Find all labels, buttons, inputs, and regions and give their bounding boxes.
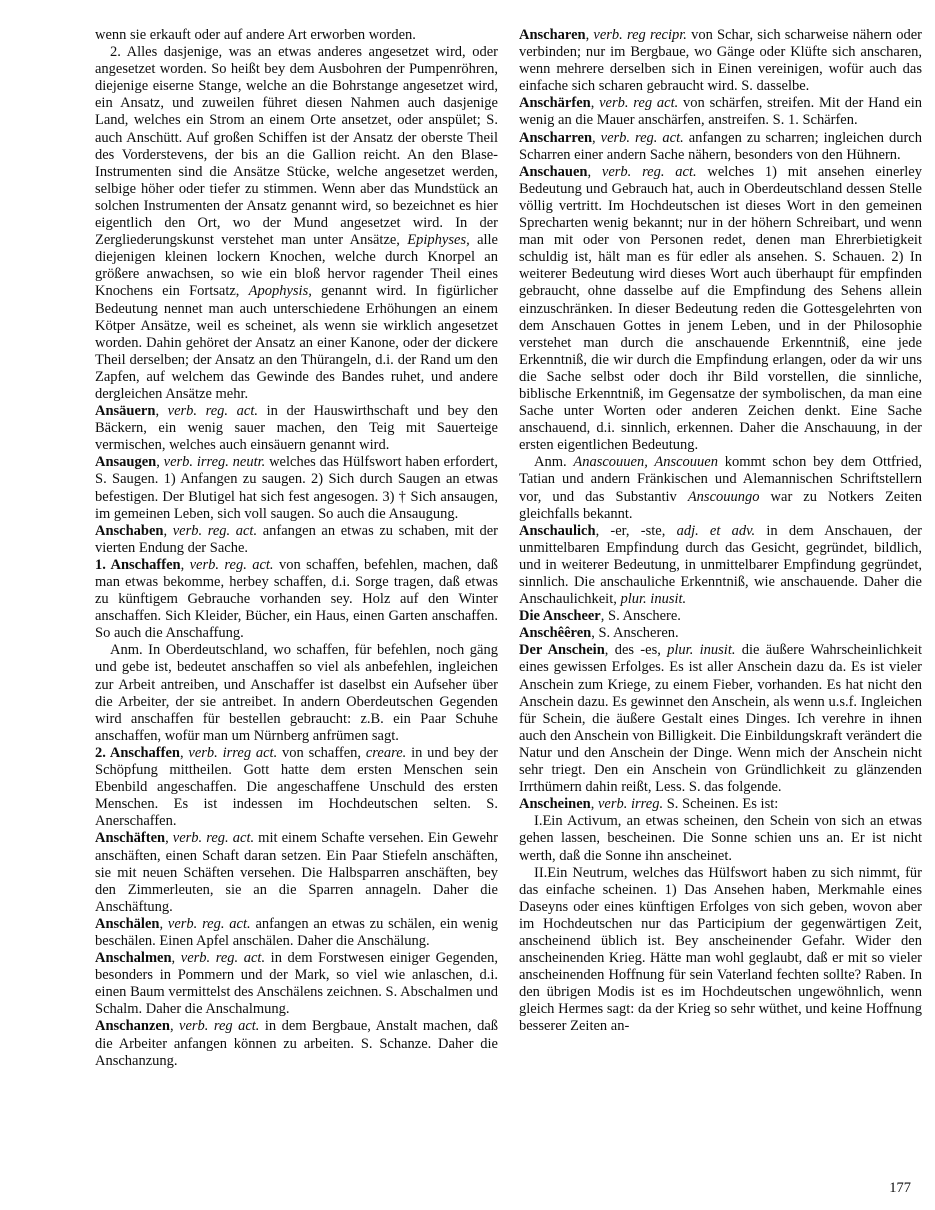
dictionary-entry xyxy=(95,454,498,522)
grammar-label: verb. reg act. xyxy=(179,1018,260,1035)
dictionary-entry xyxy=(519,95,922,129)
body-text: , S. Anschere. xyxy=(600,608,681,625)
grammar-label: verb. reg. act. xyxy=(180,950,266,967)
body-text: von schaffen, befehlen, machen, daß man etwas bekomme, herbey schaffen, d.i. Sorge tragen, daß etwas zu künftigem Gebrauche vorhanden sey. Holz auf den Winter anschaffen. Sich Kleider, Bücher, ein Haus, einen Garten anschaffen. So auch die Anschaffung. xyxy=(95,556,498,642)
dictionary-entry xyxy=(519,27,922,95)
body-text: in dem Forstwesen einiger Gegenden, besonders in Pommern und der Mark, so viel wie anlaschen, d.i. einen Baum vermittelst des Anschälens zeichnen. S. Abschalmen und Schalm. Daher die Anschalmung. xyxy=(95,950,498,1018)
entry-headword: Anschäften xyxy=(95,830,166,847)
body-text: , S. Anscheren. xyxy=(591,625,679,642)
dictionary-entry xyxy=(95,523,498,557)
body-text: , xyxy=(169,1018,180,1035)
dictionary-entry xyxy=(519,523,922,608)
body-text: genannt wird. In figürlicher Bedeutung nennet man auch unterschiedene Erhöhungen an einem Kötper Ansätze, weil es scheinet, als wenn sie wirklich angesetzet worden. Dahin gehöret der Ansatz an einer Kanone, oder der dickere Theil derselben; der Ansatz an den Thürangeln, d.i. der Rand um den Zapfen, auf welchem das Gewinde des Bandes ruhet, und andere dergleichen Ansätze mehr. xyxy=(95,283,498,402)
dictionary-entry xyxy=(95,1018,498,1069)
body-text: war zu Notkers Zeiten gleichfalls bekannt. xyxy=(519,488,922,522)
column-right xyxy=(519,27,922,1070)
body-text: , xyxy=(159,915,168,932)
paragraph xyxy=(95,642,498,745)
body-text: , xyxy=(155,403,168,420)
grammar-label: verb. reg. act. xyxy=(189,556,274,573)
entry-headword: Die Anscheer xyxy=(519,608,601,625)
entry-headword: Anscheinen xyxy=(519,796,591,813)
paragraph xyxy=(519,813,922,864)
body-text: von schaffen, xyxy=(277,744,366,761)
body-text: , xyxy=(171,950,181,967)
grammar-label: Epiphyses, xyxy=(407,232,470,249)
body-text: , xyxy=(163,522,173,539)
grammar-label: verb. reg. act. xyxy=(167,915,251,932)
entry-headword: 1. Anschaffen xyxy=(95,556,181,573)
body-text: , xyxy=(179,744,189,761)
entry-headword: Anscharen xyxy=(519,27,586,43)
paragraph xyxy=(519,454,922,522)
body-text: in dem Anschauen, der unmittelbaren Empfindung durch das Gesicht, gegründet, bildlich, und in weiterer Bedeutung, in unmittelbarer Empfindung gegründet, sinnlich. Die anschauliche Erkenntniß, wie anschauende. Daher die Anschaulichkeit, xyxy=(519,522,922,608)
paragraph xyxy=(519,865,922,1036)
dictionary-entry xyxy=(95,745,498,830)
grammar-label: verb. irreg. neutr. xyxy=(163,454,266,471)
grammar-label: adj. et adv. xyxy=(676,522,756,539)
body-text: 2. Alles dasjenige, was an etwas anderes angesetzet wird, oder angesetzet worden. So heißt bey dem Ausbohren der Pumpenröhren, diejenige eiserne Stange, welche an die Bohrstange angesetzet wird, ein Ansatz, und zuweilen führet diesen Nahmen auch dasjenige Land, welches ein Strom an einem Orte ansetzet, oder anspület; S. auch Anschütt. Auf großen Schiffen ist der Ansatz der oberste Theil des Vorderstevens, der bis an die Gallion reicht. An den Blase-Instrumenten sind die Ansätze Stücke, welche angesetzet werden, selbige höher oder tiefer zu stimmen. Wenn aber das Mundstück an solchen Instrumenten der Ansatz genannt wird, so bezeichnet es hier eigentlich den Ort, wo der Mund angesetzet wird. In der Zergliederungskunst verstehet man unter Ansätze, xyxy=(95,44,498,249)
grammar-label: verb. reg. act. xyxy=(600,129,684,146)
grammar-label: plur. inusit. xyxy=(667,642,736,659)
grammar-label: verb. reg. act. xyxy=(172,522,258,539)
body-text: wenn sie erkauft oder auf andere Art erworben worden. xyxy=(95,27,416,43)
text-columns xyxy=(95,27,922,1070)
grammar-label: verb. reg. act. xyxy=(172,830,255,847)
grammar-label: verb. irreg. xyxy=(597,796,664,813)
grammar-label: verb. reg. act. xyxy=(601,163,697,180)
body-text: II.Ein Neutrum, welches das Hülfswort haben zu sich nimmt, für das einfache scheinen. 1) Das Ansehen haben, Merkmahle eines Daseyns oder eines künftigen Erfolges von sich geben, wovon aber im Hochdeutschen nur das Participium der gegenwärtigen Zeit, anscheinend üblich ist. Bey anscheinender Gefahr. Wider den anscheinenden Krieg. Hätte man wohl geglaubt, daß er mit so vieler anscheinenden Hoffnung für sein Vaterland fechten sollte? Raben. In den übrigen Modis ist es im Hochdeutschen ungewöhnlich, wenn gleich Hermes sagt: da der Krieg so sehr wüthet, und keine Hoffnung besserer Zeiten an- xyxy=(519,864,922,1035)
dictionary-entry xyxy=(519,164,922,455)
body-text: S. Scheinen. Es ist: xyxy=(663,796,779,813)
body-text: , xyxy=(156,454,164,471)
grammar-label: verb. reg recipr. xyxy=(593,27,687,43)
body-text: mit einem Schafte versehen. Ein Gewehr anschäften, einen Schaft daran setzen. Ein Paar Stiefeln anschäften, sie mit neuen Schäften versehen. Die Halbsparren anschäften, bey den Zimmerleuten, sie an die Sparren annageln. Daher die Anschäftung. xyxy=(95,830,498,915)
dictionary-entry xyxy=(95,950,498,1018)
dictionary-entry xyxy=(95,403,498,454)
body-text: in und bey der Schöpfung mittheilen. Gott hatte dem ersten Menschen sein Ebenbild angeschaffen. Die angeschaffene Unschuld des ersten Menschen. Es ist indessen im Hochdeutschen selten. S. Anerschaffen. xyxy=(95,744,498,830)
body-text: von Schar, sich scharweise nähern oder verbinden; nur im Bergbaue, wo Gänge oder Klüfte sich anscharen, wenn mehrere derselben sich in Einen vereinigen, wofür auch das einfache sich scharen gebraucht wird. S. dasselbe. xyxy=(519,27,922,95)
body-text: anfangen an etwas zu schaben, mit der vierten Endung der Sache. xyxy=(95,522,499,556)
entry-headword: Anschêêren xyxy=(519,625,592,642)
body-text: Anm. In Oberdeutschland, wo schaffen, für befehlen, noch gäng und gebe ist, bedeutet anschaffen so viel als anbefehlen, ingleichen zur Arbeit antreiben, und Anschaffer ist daselbst ein Aufseher über die Arbeiter, der sie antreibet. In andern Oberdeutschen Gegenden wird anschaffen für bestellen gebraucht: z.B. ein Paar Schuhe anschaffen, wofür man um Nürnberg anfrümen sagt. xyxy=(95,642,498,744)
body-text: , xyxy=(585,27,594,43)
body-text: , xyxy=(590,796,598,813)
paragraph xyxy=(95,27,498,44)
entry-headword: Anschalmen xyxy=(95,950,172,967)
grammar-label: Anascouuen, Anscouuen xyxy=(573,454,718,471)
entry-headword: Anschälen xyxy=(95,915,160,932)
dictionary-entry xyxy=(95,557,498,642)
entry-headword: Anschärfen xyxy=(519,95,591,112)
entry-headword: Anschanzen xyxy=(95,1018,170,1035)
body-text: anfangen zu scharren; ingleichen durch Scharren einer andern Sache nähern, besonders von den Hühnern. xyxy=(519,129,922,163)
entry-headword: Ansäuern xyxy=(95,403,156,420)
body-text: anfangen an etwas zu schälen, ein wenig beschälen. Einen Apfel anschälen. Daher die Anschälung. xyxy=(95,915,498,949)
dictionary-entry xyxy=(95,830,498,915)
grammar-label: creare. xyxy=(365,744,407,761)
entry-headword: Anschaben xyxy=(95,522,164,539)
body-text: , xyxy=(165,830,173,847)
body-text: die äußere Wahrscheinlichkeit eines gewissen Erfolges. Es ist aller Anschein dazu da. Es ist vieler Anschein zum Kriege, zu einem Fieber, vorhanden. Es hat nicht den Anschein dazu. Es gewinnet den Anschein, als wenn u.s.f. Ingleichen für Schein, die äußere Gestalt eines Dinges. Ich verehre in ihnen auch den Anschein von Billigkeit. Die Einbildungskraft verändert die Natur und den Anschein der Dinge. Wenn mich der Anschein nicht sehr triegt. Den ein Anschein von Gründlichkeit zu glänzenden Irrthümern dahin reißt, Less. S. das folgende. xyxy=(519,642,923,796)
dictionary-entry xyxy=(519,625,922,642)
grammar-label: verb. irreg act. xyxy=(188,744,278,761)
entry-headword: Anschaulich xyxy=(519,522,596,539)
dictionary-entry xyxy=(519,642,922,796)
body-text: welches das Hülfswort haben erfordert, S. Saugen. 1) Anfangen zu saugen. 2) Sich durch Saugen an etwas befestigen. Der Blutigel hat sich fest angesogen. 3) † Sich ansaugen, im gemeinen Leben, sich voll saugen. So auch die Ansaugung. xyxy=(95,454,498,522)
paragraph xyxy=(95,44,498,403)
entry-headword: Anschauen xyxy=(519,163,588,180)
grammar-label: plur. inusit. xyxy=(620,591,687,608)
entry-headword: 2. Anschaffen xyxy=(95,744,180,761)
entry-headword: Ansaugen xyxy=(95,454,157,471)
body-text: alle diejenigen kleinen lockern Knochen, welche durch Knorpel an größere anwachsen, so wie ein bloß hervor ragender Theil eines Knochens ein Fortsatz, xyxy=(95,232,498,300)
grammar-label: Apophysis, xyxy=(248,283,312,300)
body-text: I.Ein Activum, an etwas scheinen, den Schein von sich an etwas gehen lassen, bescheinen. Die Sonne schien uns an. Er ist nicht werth, daß die Sonne ihn anscheinet. xyxy=(519,813,922,864)
body-text: von schärfen, streifen. Mit der Hand ein wenig an die Mauer anschärfen, anstreifen. S. 1. Schärfen. xyxy=(519,95,922,129)
body-text: , des -es, xyxy=(604,642,668,659)
body-text: , xyxy=(587,163,602,180)
body-text: in dem Bergbaue, Anstalt machen, daß die Arbeiter anfangen können zu arbeiten. S. Schanze. Daher die Anschanzung. xyxy=(95,1018,498,1069)
grammar-label: verb. reg. act. xyxy=(167,403,258,420)
dictionary-entry xyxy=(519,130,922,164)
body-text: welches 1) mit ansehen einerley Bedeutung und Gebrauch hat, auch in Oberdeutschland dessen Stelle völlig vertritt. Im Hochdeutschen ist dieses Wort in den gemeinen Sprecharten wenig bekannt; nur in der höhern Schreibart, und wenn man mit oder von Personen redet, denen man Ehrerbietigkeit schuldig ist, hält man es für edler als ansehen. S. Schauen. 2) In weiterer Bedeutung wird dieses Wort auch überhaupt für empfinden gebraucht, ohne dasselbe auf die Empfindung des Sehens allein einzuschränken. In dieser Bedeutung reden die Gottesgelehrten von dem Anschauen Gottes in jenem Leben, und in der Philosophie verstehet man durch die anschauende Erkenntniß, eine jede Erkenntniß, die wir durch die Empfindung erlangen, oder da wir uns die Sache selbst oder doch ihr Bild vorstellen, die sinnliche, biblische Erkenntniß, im Gegensatze der symbolischen, da man eine Sache unter Worten oder anderen Zeichen denkt. Eine Sache anschauend, d.i. sinnlich, erkennen. Daher die Anschauung, in der ersten eigentlichen Bedeutung. xyxy=(519,163,922,454)
body-text: in der Hauswirthschaft und bey den Bäckern, ein wenig sauer machen, den Teig mit Sauerteige vermischen, welches auch einsäuern genannt wird. xyxy=(95,403,498,454)
dictionary-entry xyxy=(519,796,922,813)
entry-headword: Anscharren xyxy=(519,129,593,146)
body-text: , xyxy=(592,129,601,146)
dictionary-entry xyxy=(95,916,498,950)
body-text: , xyxy=(180,556,190,573)
body-text: kommt schon bey dem Ottfried, Tatian und andern Fränkischen und Alemannischen Schriftstellern vor, und das Substantiv xyxy=(519,454,923,505)
body-text: , xyxy=(590,95,600,112)
entry-headword: Der Anschein xyxy=(519,642,605,659)
dictionary-entry xyxy=(519,608,922,625)
grammar-label: verb. reg act. xyxy=(599,95,679,112)
body-text: , -er, -ste, xyxy=(595,522,677,539)
page-number: 177 xyxy=(889,1180,911,1196)
column-left xyxy=(95,27,498,1070)
grammar-label: Anscouungo xyxy=(687,488,760,505)
body-text: Anm. xyxy=(534,454,574,471)
